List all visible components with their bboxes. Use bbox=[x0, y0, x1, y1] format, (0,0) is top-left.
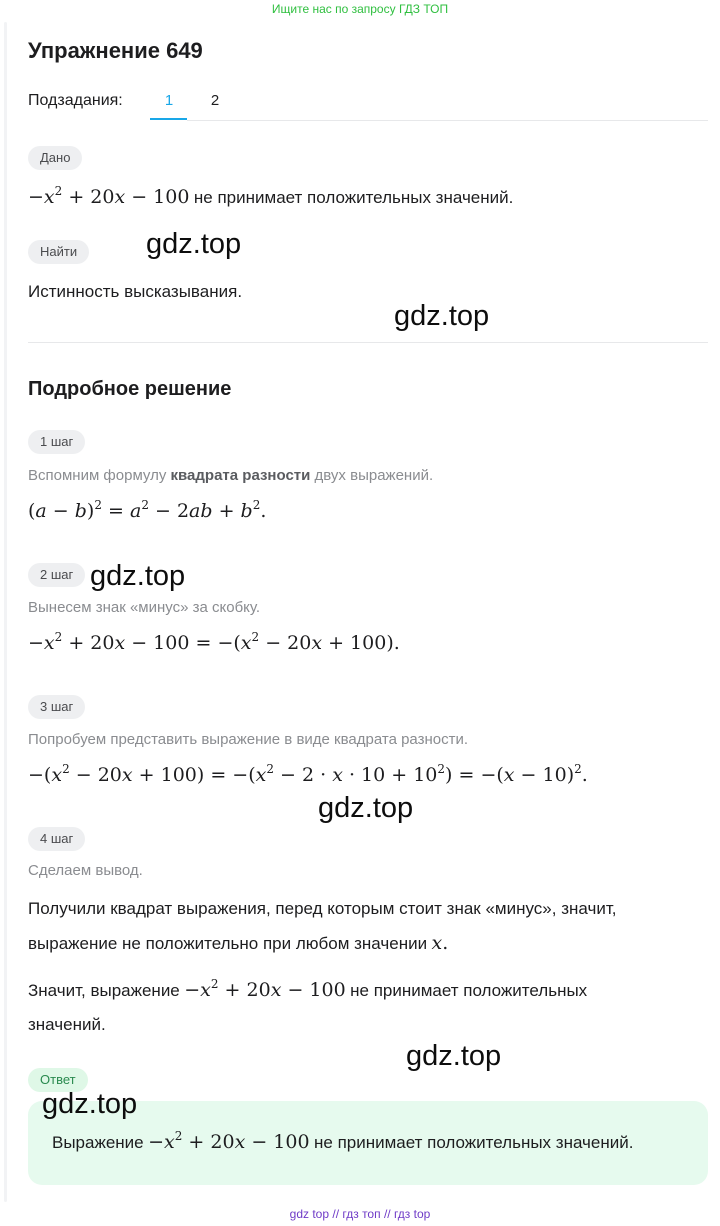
step-4-para2-line2: значений. bbox=[28, 1015, 106, 1034]
find-chip: Найти bbox=[28, 240, 89, 264]
tab-subtask-1[interactable]: 1 bbox=[164, 92, 174, 109]
answer-text-end: не принимает положительных значений. bbox=[314, 1133, 634, 1152]
step-4-para2-end: не принимает положительных bbox=[350, 981, 588, 1000]
step-3-chip: 3 шаг bbox=[28, 695, 85, 719]
watermark: gdz.top bbox=[146, 228, 242, 260]
step-2-chip: 2 шаг bbox=[28, 563, 85, 587]
find-text: Истинность высказывания. bbox=[28, 282, 243, 301]
step-1-formula: $(a - b)^2 = a^2 - 2ab + b^2$. bbox=[28, 498, 267, 522]
footer-link-gdz-top-mixed[interactable]: гдз top bbox=[393, 1207, 431, 1221]
given-text: не принимает положительных значений. bbox=[193, 188, 514, 207]
active-tab-indicator bbox=[150, 118, 187, 120]
given-row bbox=[28, 184, 513, 208]
given-chip: Дано bbox=[28, 146, 82, 170]
footer-link-gdz-top[interactable]: gdz top bbox=[289, 1207, 330, 1221]
solution-title: Подробное решение bbox=[28, 378, 232, 400]
step-4-para2-row bbox=[28, 977, 587, 1001]
given-expression: $-x^2 + 20x - 100$ bbox=[28, 184, 190, 208]
step-2-hint: Вынесем знак «минус» за скобку. bbox=[28, 599, 261, 616]
watermark: gdz.top bbox=[394, 300, 490, 332]
step-4-para1-line2: выражение не положительно при любом значении bbox=[28, 934, 428, 953]
footer-links bbox=[0, 1207, 720, 1221]
step-1-hint: Вспомним формулу квадрата разности двух выражений. bbox=[28, 467, 434, 484]
step-4-chip: 4 шаг bbox=[28, 827, 85, 851]
footer-link-gdz-top-ru[interactable]: гдз топ bbox=[342, 1207, 381, 1221]
footer-separator: // bbox=[383, 1207, 391, 1221]
step-4-para2-start: Значит, выражение bbox=[28, 981, 180, 1000]
step-2-formula: $-x^2 + 20x - 100 = -(x^2 - 20x + 100)$. bbox=[28, 630, 400, 654]
top-banner[interactable]: Ищите нас по запросу ГДЗ ТОП bbox=[271, 2, 449, 16]
watermark: gdz.top bbox=[42, 1088, 138, 1120]
step-1-chip: 1 шаг bbox=[28, 430, 85, 454]
step-3-formula: $-(x^2 - 20x + 100) = -(x^2 - 2 \cdot x \cdot 10 + 10^2) = -(x - 10)^2$. bbox=[28, 762, 588, 786]
footer-separator: // bbox=[332, 1207, 340, 1221]
answer-row bbox=[52, 1129, 633, 1153]
subtasks-label: Подзадания: bbox=[28, 92, 123, 109]
watermark: gdz.top bbox=[406, 1040, 502, 1072]
tabs-divider bbox=[187, 120, 708, 121]
answer-expression: $-x^2 + 20x - 100$ bbox=[148, 1129, 310, 1153]
page-title: Упражнение 649 bbox=[28, 38, 203, 63]
variable-x: x. bbox=[431, 932, 449, 954]
section-divider bbox=[28, 342, 708, 343]
left-border bbox=[4, 22, 7, 1202]
step-4-para1-line1: Получили квадрат выражения, перед которым стоит знак «минус», значит, bbox=[28, 899, 617, 918]
step-3-hint: Попробуем представить выражение в виде квадрата разности. bbox=[28, 731, 469, 748]
tab-subtask-2[interactable]: 2 bbox=[210, 92, 220, 109]
answer-chip: Ответ bbox=[28, 1068, 88, 1092]
step-4-hint: Сделаем вывод. bbox=[28, 862, 143, 879]
answer-text-start: Выражение bbox=[52, 1133, 144, 1152]
watermark: gdz.top bbox=[318, 792, 414, 824]
watermark: gdz.top bbox=[90, 560, 186, 592]
step-4-expression: $-x^2 + 20x - 100$ bbox=[184, 977, 346, 1001]
step-4-para1-line2-row bbox=[28, 932, 448, 954]
